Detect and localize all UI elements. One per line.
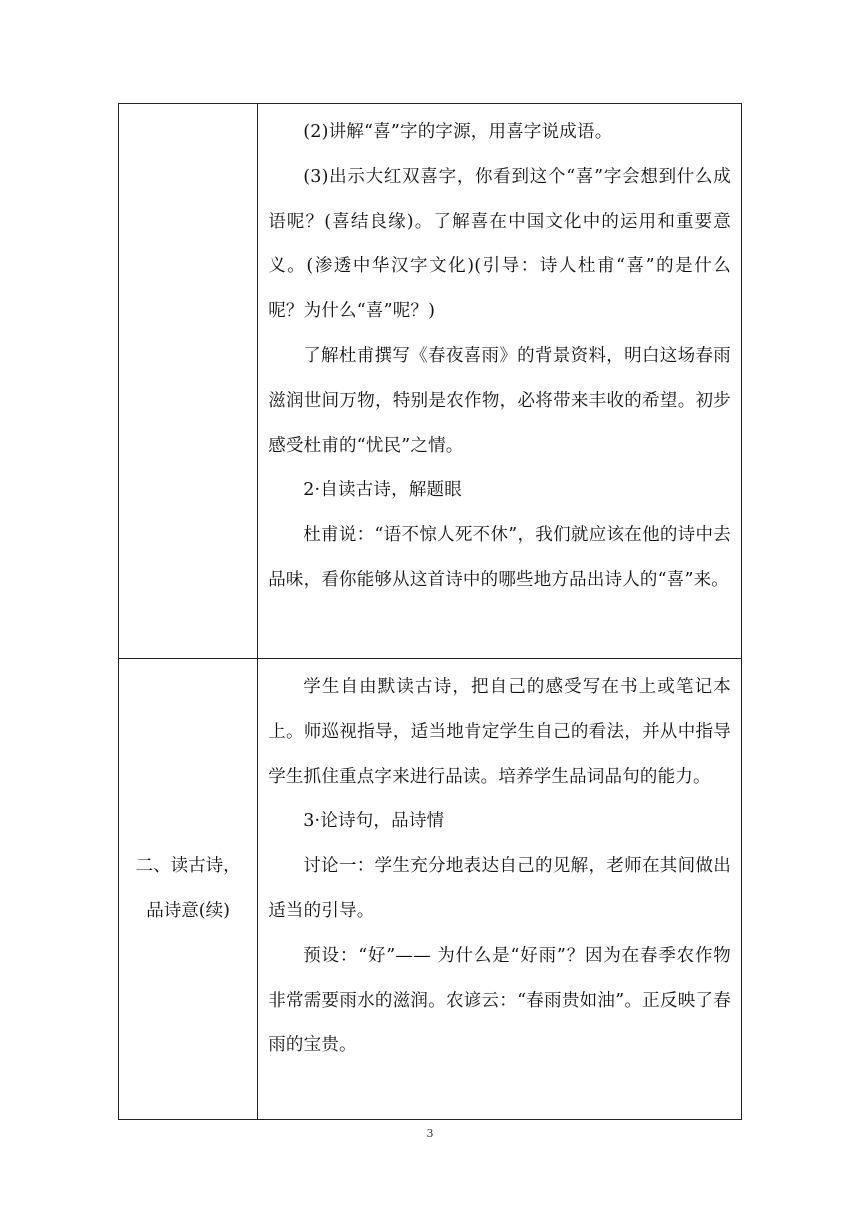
step-heading: 2·自读古诗，解题眼 bbox=[303, 480, 462, 501]
paragraph: 预设：“好”—— 为什么是“好雨”？因为在春季农作物非常需要雨水的滋润。农谚云：“春雨贵如油”。正反映了春雨的宝贵。 bbox=[268, 945, 731, 1056]
section-label-cell bbox=[119, 659, 258, 1120]
section-label: 二、读古诗， bbox=[135, 856, 241, 877]
page-number: 3 bbox=[426, 1127, 434, 1140]
section-label-cell bbox=[119, 104, 258, 659]
lesson-plan-table bbox=[118, 103, 742, 1120]
content-cell bbox=[258, 104, 742, 659]
table-row bbox=[119, 659, 742, 1120]
paragraph: 讨论一：学生充分地表达自己的见解，老师在其间做出适当的引导。 bbox=[268, 856, 731, 921]
paragraph: 杜甫说：“语不惊人死不休”，我们就应该在他的诗中去品味，看你能够从这首诗中的哪些地方品出诗人的“喜”来。 bbox=[268, 525, 731, 590]
paragraph: (3)出示大红双喜字，你看到这个“喜”字会想到什么成语呢？(喜结良缘)。了解喜在中国文化中的运用和重要意义。(渗透中华汉字文化)(引导：诗人杜甫“喜”的是什么呢？为什么“喜”呢？) bbox=[268, 166, 731, 322]
step-heading: 3·论诗句，品诗情 bbox=[303, 811, 445, 832]
paragraph: 学生自由默读古诗，把自己的感受写在书上或笔记本上。师巡视指导，适当地肯定学生自己的看法，并从中指导学生抓住重点字来进行品读。培养学生品词品句的能力。 bbox=[268, 677, 731, 787]
table-row bbox=[119, 104, 742, 659]
content-cell bbox=[258, 659, 742, 1120]
section-label: 品诗意(续) bbox=[146, 901, 230, 921]
paragraph: 了解杜甫撰写《春夜喜雨》的背景资料，明白这场春雨滋润世间万物，特别是农作物，必将带来丰收的希望。初步感受杜甫的“忧民”之情。 bbox=[268, 345, 731, 456]
paragraph: (2)讲解“喜”字的字源，用喜字说成语。 bbox=[303, 122, 613, 142]
